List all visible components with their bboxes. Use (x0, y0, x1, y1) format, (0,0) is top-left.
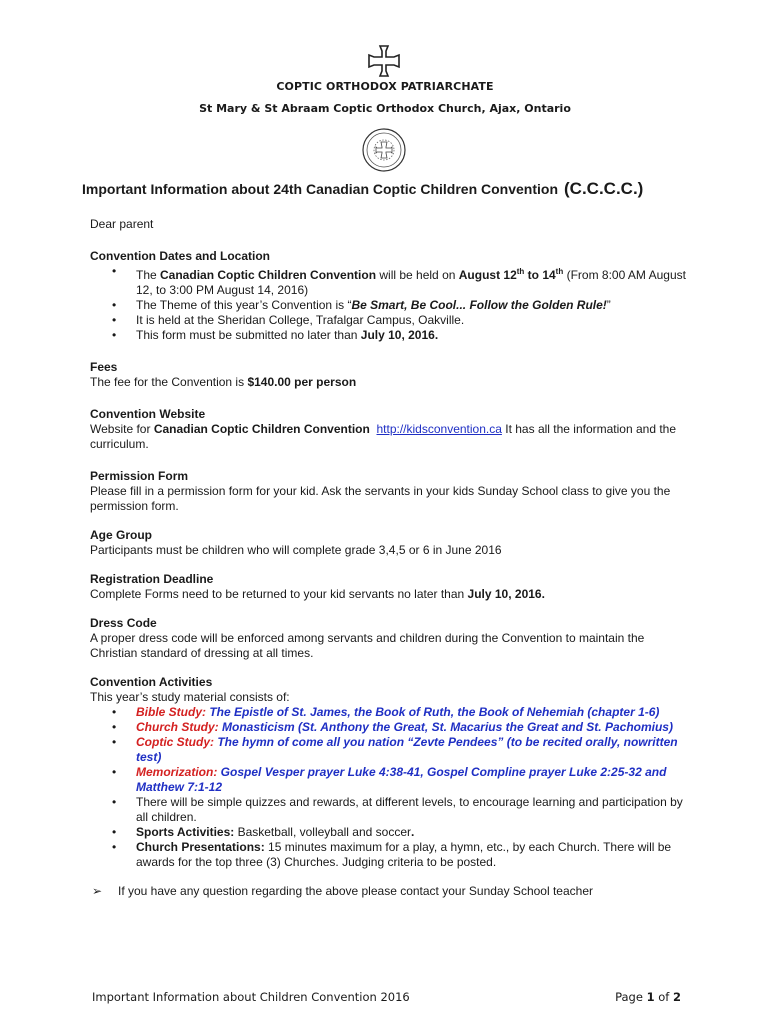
deadline-heading: Registration Deadline (90, 572, 214, 586)
coptic-cross-icon (367, 44, 401, 78)
greeting: Dear parent (90, 217, 154, 231)
dress-heading: Dress Code (90, 616, 157, 630)
dress-text: A proper dress code will be enforced among servants and children during the Convention to maintain the Christian standard of dressing at all times. (90, 631, 645, 660)
age-text: Participants must be children who will complete grade 3,4,5 or 6 in June 2016 (90, 543, 502, 557)
activities-list (90, 705, 690, 870)
list-item: • It is held at the Sheridan College, Trafalgar Campus, Oakville. (90, 313, 690, 328)
contact-line: ➢ If you have any question regarding the above please contact your Sunday School teacher (92, 884, 593, 898)
list-item: • Bible Study: The Epistle of St. James, the Book of Ruth, the Book of Nehemiah (chapter 1-6) (90, 705, 690, 720)
website-link[interactable]: http://kidsconvention.ca (376, 422, 502, 436)
title-main: Important Information about 24th Canadian Coptic Children Convention (82, 181, 558, 197)
title-abbr: (C.C.C.C.) (564, 179, 644, 198)
activities-heading: Convention Activities (90, 675, 213, 689)
header-org: COPTIC ORTHODOX PATRIARCHATE (276, 80, 494, 93)
list-item: • This form must be submitted no later than July 10, 2016. (90, 328, 690, 343)
fees-heading: Fees (90, 360, 118, 374)
list-item: • Coptic Study: The hymn of come all you nation “Zevte Pendees” (to be recited orally, nowritten test) (90, 735, 690, 765)
list-item: • Sports Activities: Basketball, volleyball and soccer. (90, 825, 690, 840)
arrow-icon: ➢ (92, 884, 103, 898)
dates-heading: Convention Dates and Location (90, 249, 271, 263)
list-item: • Church Study: Monasticism (St. Anthony the Great, St. Macarius the Great and St. Pachomius) (90, 720, 690, 735)
church-seal-icon (361, 127, 407, 173)
footer-title: Important Information about Children Convention 2016 (92, 990, 410, 1004)
list-item: • The Canadian Coptic Children Convention will be held on August 12th to 14th (From 8:00 AM August 12, to 3:00 PM August 14, 2016) (90, 264, 690, 298)
page-title (82, 179, 722, 199)
website-heading: Convention Website (90, 407, 206, 421)
list-item: • The Theme of this year’s Convention is “Be Smart, Be Cool... Follow the Golden Rule!” (90, 298, 690, 313)
header-church: St Mary & St Abraam Coptic Orthodox Church, Ajax, Ontario (199, 102, 571, 115)
list-item: • Memorization: Gospel Vesper prayer Luke 4:38-41, Gospel Compline prayer Luke 2:25-32 and Matthew 7:1-12 (90, 765, 690, 795)
dates-list (90, 264, 690, 343)
list-item: • Church Presentations: 15 minutes maximum for a play, a hymn, etc., by each Church. There will be awards for the top three (3) Churches. Judging criteria to be posted. (90, 840, 690, 870)
permission-text: Please fill in a permission form for your kid. Ask the servants in your kids Sunday School class to give you the permission form. (90, 484, 671, 513)
list-item: • There will be simple quizzes and rewards, at different levels, to encourage learning and participation by all children. (90, 795, 690, 825)
page-number: Page 1 of 2 (615, 990, 681, 1004)
activities-intro: This year’s study material consists of: (90, 690, 290, 704)
deadline-text: Complete Forms need to be returned to your kid servants no later than July 10, 2016. (90, 587, 545, 601)
fees-text: The fee for the Convention is $140.00 per person (90, 375, 357, 389)
age-heading: Age Group (90, 528, 152, 542)
website-text: Website for Canadian Coptic Children Convention http://kidsconvention.ca It has all the information and the curriculum. (90, 422, 677, 451)
document-body (90, 217, 690, 899)
permission-heading: Permission Form (90, 469, 189, 483)
